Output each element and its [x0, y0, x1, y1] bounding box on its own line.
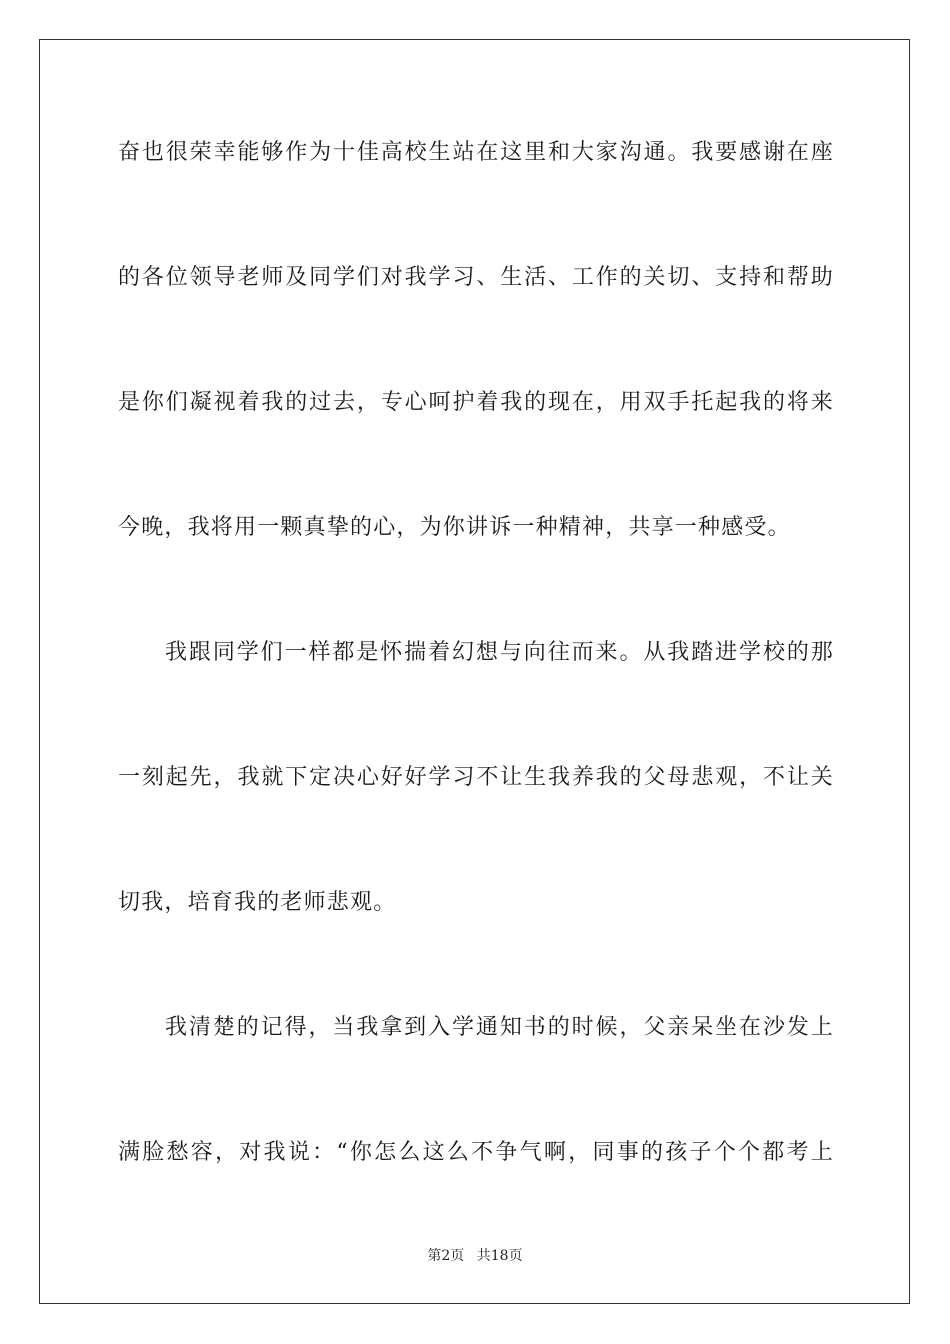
text-line: 今晚，我将用一颗真挚的心，为你讲诉一种精神，共享一种感受。: [118, 515, 791, 540]
text-line: 我清楚的记得，当我拿到入学通知书的时候，父亲呆坐在沙发上: [165, 1015, 834, 1040]
page-footer: [0, 1247, 950, 1265]
page-border: [39, 39, 910, 1304]
text-line: 切我，培育我的老师悲观。: [118, 890, 397, 915]
page-number: 第2页: [427, 1248, 465, 1264]
text-line: 奋也很荣幸能够作为十佳高校生站在这里和大家沟通。我要感谢在座: [118, 140, 834, 165]
text-line: 是你们凝视着我的过去，专心呵护着我的现在，用双手托起我的将来: [118, 390, 834, 415]
text-line: 一刻起先，我就下定决心好好学习不让生我养我的父母悲观，不让关: [118, 765, 834, 790]
text-line: 我跟同学们一样都是怀揣着幻想与向往而来。从我踏进学校的那: [165, 640, 834, 665]
page-total: 共18页: [476, 1248, 523, 1264]
text-line: 满脸愁容，对我说：“你怎么这么不争气啊，同事的孩子个个都考上: [118, 1140, 834, 1165]
text-line: 的各位领导老师及同学们对我学习、生活、工作的关切、支持和帮助: [118, 265, 834, 290]
